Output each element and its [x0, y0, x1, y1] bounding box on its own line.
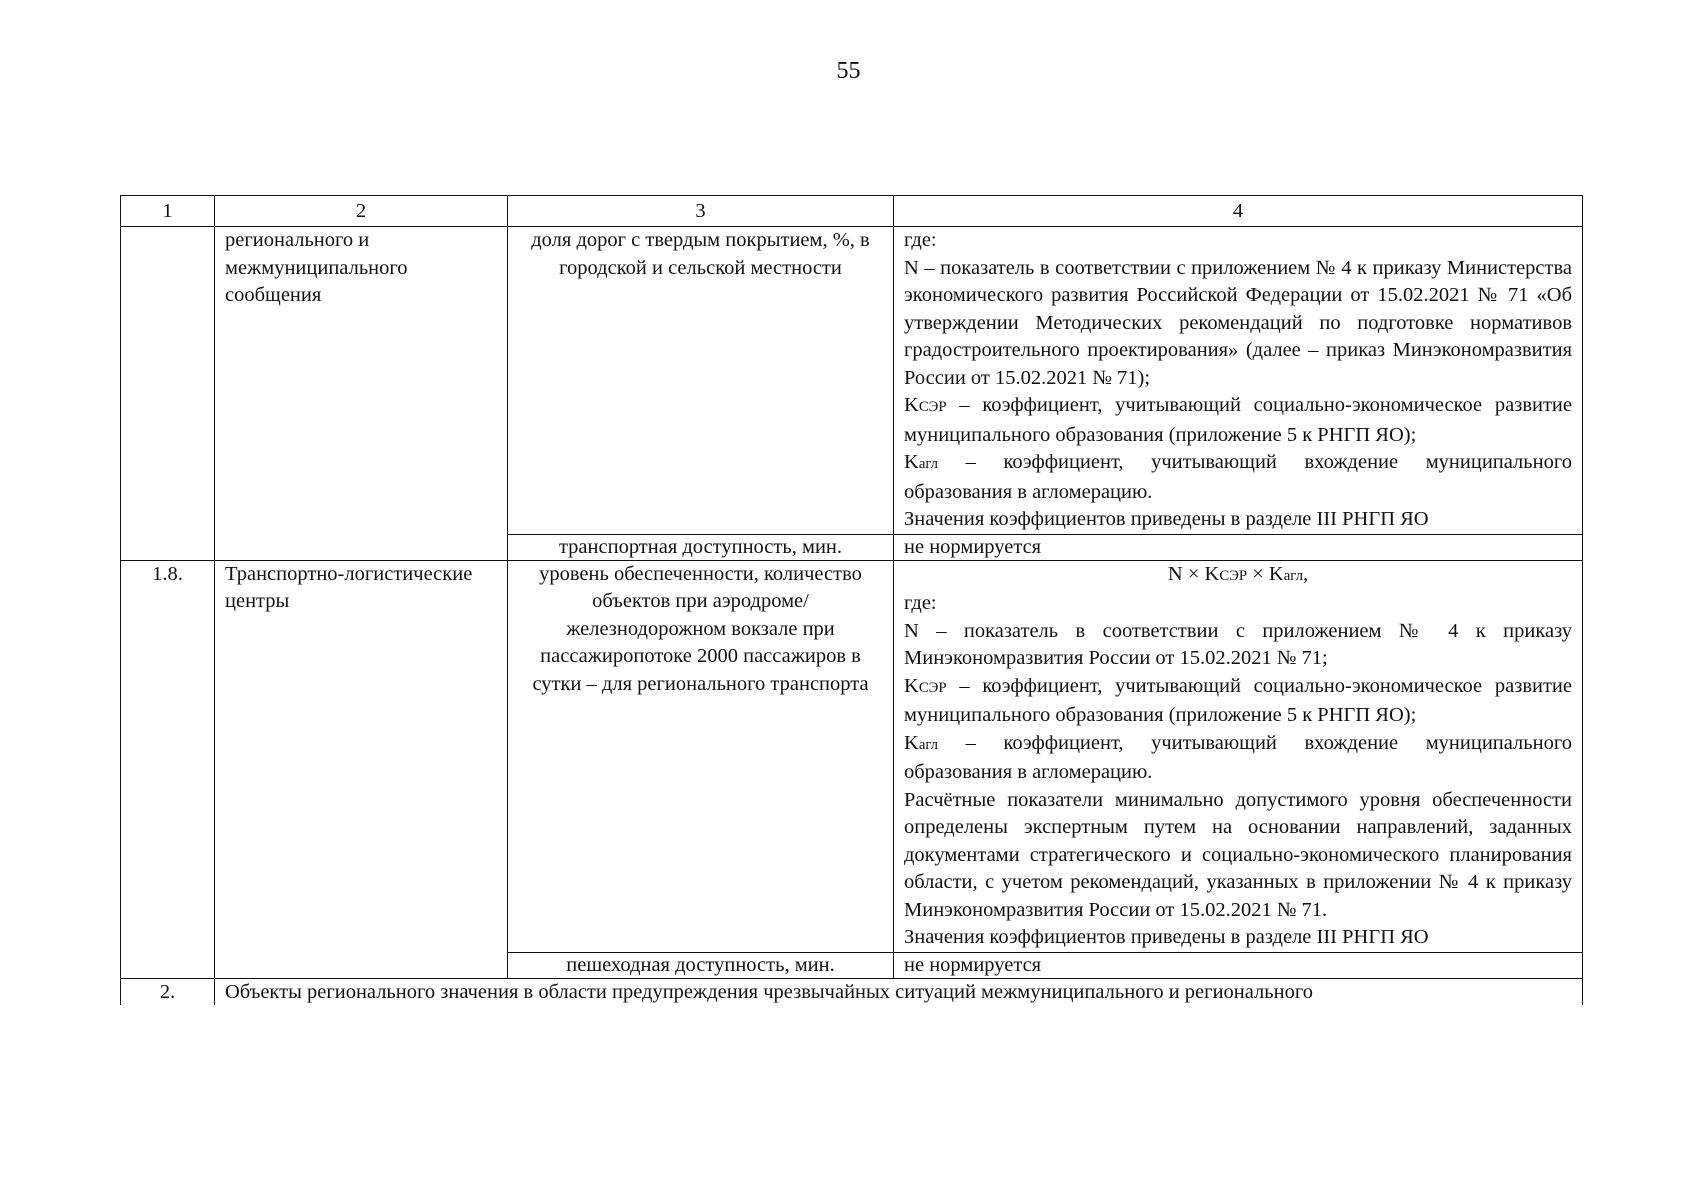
- header-col-4: 4: [894, 196, 1583, 227]
- text-kser-definition: KСЭР – коэффициент, учитывающий социально-экономическое развитие муниципального образования (приложение 5 к РНГП ЯО);: [904, 394, 1572, 446]
- object-name-cell: Транспортно-логистические центры: [215, 560, 508, 978]
- header-col-1: 1: [121, 196, 215, 227]
- table-header-row: [121, 196, 1583, 227]
- object-name-cell: регионального и межмуниципального сообщения: [215, 227, 508, 561]
- table-row: [121, 227, 1583, 535]
- indicator-cell: уровень обеспеченности, количество объектов при аэродроме/ железнодорожном вокзале при пассажиропотоке 2000 пассажиров в сутки – для регионального транспорта: [508, 560, 894, 952]
- page-number: 55: [836, 58, 861, 84]
- header-col-2: 2: [215, 196, 508, 227]
- indicator-cell: транспортная доступность, мин.: [508, 534, 894, 560]
- row-number-cell: [121, 227, 215, 561]
- section-title-cell: Объекты регионального значения в области предупреждения чрезвычайных ситуаций межмуниципального и регионального: [215, 978, 1583, 1005]
- text-coefficients-note: Значения коэффициентов приведены в разделе III РНГП ЯО: [904, 926, 1429, 948]
- value-cell: [894, 560, 1583, 952]
- row-number-cell: 2.: [121, 978, 215, 1005]
- formula: N × KСЭР × Kагл,: [1167, 562, 1309, 585]
- text-n-definition: N – показатель в соответствии с приложением № 4 к приказу Министерства экономического развития Российской Федерации от 15.02.2021 № 71 «Об утверждении Методических рекомендаций по подготовке нормативов градостроительного проектирования» (далее – приказ Минэкономразвития России от 15.02.2021 № 71);: [904, 256, 1572, 389]
- value-cell: не нормируется: [894, 952, 1583, 978]
- text-where: где:: [904, 592, 937, 614]
- indicator-cell: пешеходная доступность, мин.: [508, 952, 894, 978]
- table-row: [121, 978, 1583, 1005]
- text-kagl-definition: Kагл – коэффициент, учитывающий вхождение муниципального образования в агломерацию.: [904, 731, 1572, 783]
- text-kser-definition: KСЭР – коэффициент, учитывающий социально-экономическое развитие муниципального образования (приложение 5 к РНГП ЯО);: [904, 674, 1572, 726]
- row-number-cell: 1.8.: [121, 560, 215, 978]
- indicator-cell: доля дорог с твердым покрытием, %, в городской и сельской местности: [508, 227, 894, 535]
- norms-table: [120, 195, 1583, 1005]
- text-calculation-note: Расчётные показатели минимально допустимого уровня обеспеченности определены экспертным путем на основании направлений, заданных документами стратегического и социально-экономического планирования области, с учетом рекомендаций, указанных в приложении № 4 к приказу Минэкономразвития России от 15.02.2021 № 71.: [904, 788, 1572, 921]
- text-where: где:: [904, 229, 937, 251]
- table-row: [121, 560, 1583, 952]
- value-cell: [894, 227, 1583, 535]
- text-kagl-definition: Kагл – коэффициент, учитывающий вхождение муниципального образования в агломерацию.: [904, 451, 1572, 503]
- value-cell: не нормируется: [894, 534, 1583, 560]
- text-coefficients-note: Значения коэффициентов приведены в разделе III РНГП ЯО: [904, 508, 1429, 530]
- header-col-3: 3: [508, 196, 894, 227]
- text-n-definition: N – показатель в соответствии с приложением № 4 к приказу Минэкономразвития России от 15.02.2021 № 71;: [904, 619, 1572, 669]
